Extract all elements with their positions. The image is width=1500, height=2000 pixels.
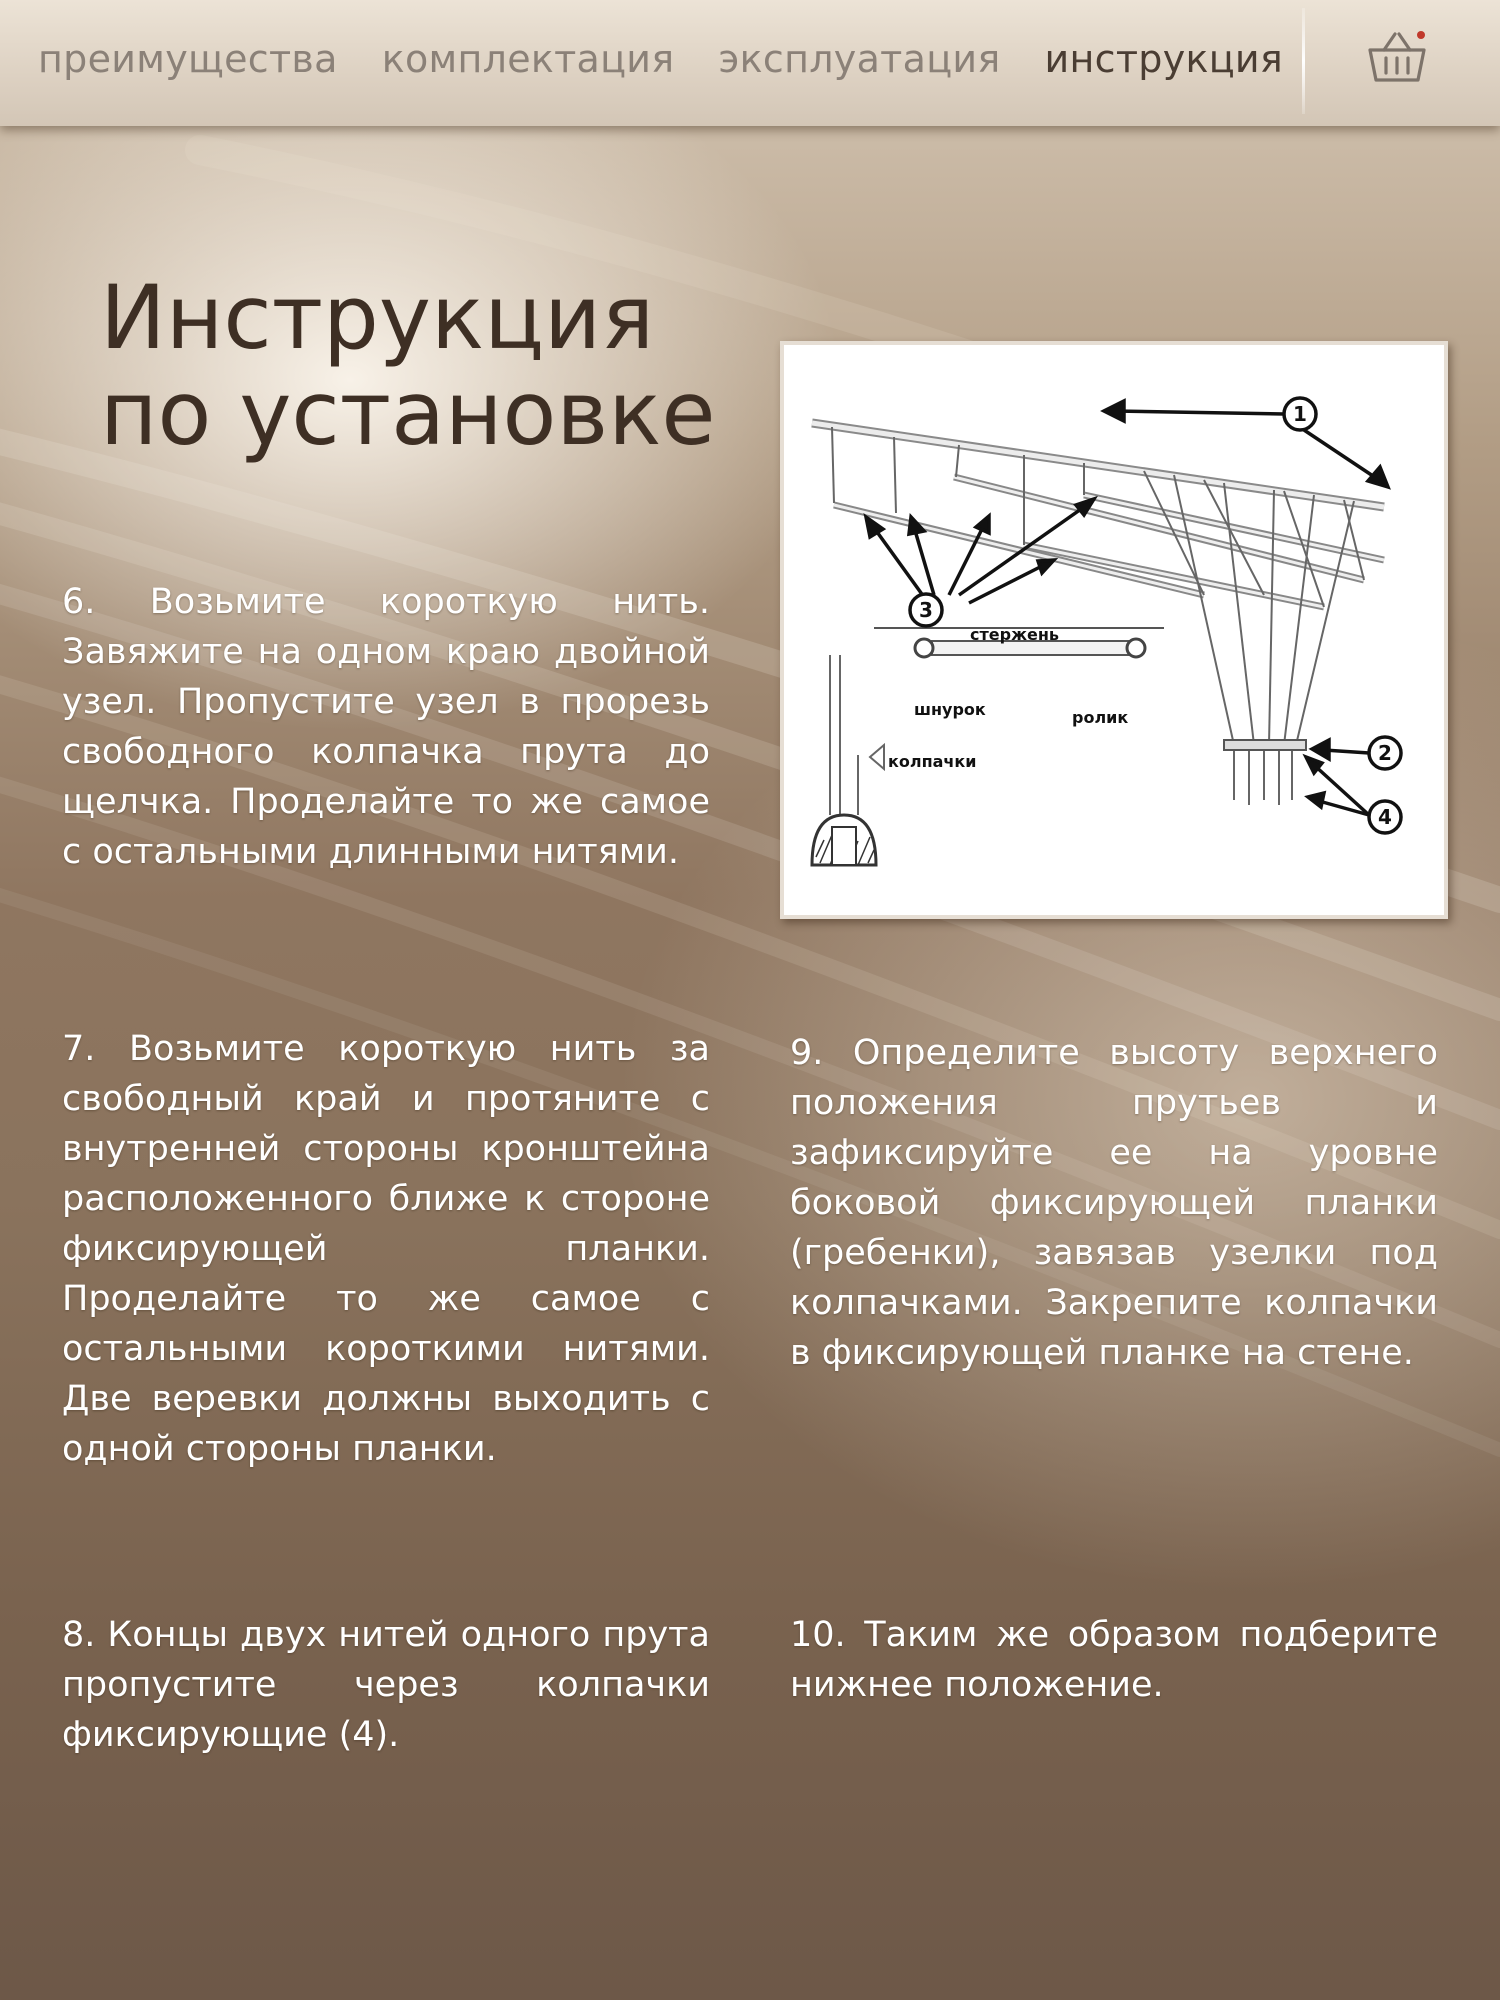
callout-4-label: 4 [1378, 805, 1392, 829]
tab-advantages[interactable]: преимущества [38, 37, 338, 81]
label-caps: колпачки [888, 752, 977, 771]
callout-2-label: 2 [1378, 741, 1392, 765]
label-rod: стержень [970, 625, 1060, 644]
page-title-line-1: Инструкция [100, 266, 655, 369]
cart-button[interactable] [1364, 26, 1430, 92]
page-title-line-2: по установке [100, 362, 716, 465]
cart-badge [1417, 31, 1425, 39]
step-8-text: 8. Концы двух нитей одного прута пропустите через колпачки фиксирующие (4). [62, 1615, 710, 1755]
installation-diagram [780, 341, 1448, 919]
basket-icon [1364, 26, 1430, 92]
step-10-text: 10. Таким же образом подберите нижнее положение. [790, 1615, 1438, 1705]
label-cord: шнурок [914, 700, 986, 719]
step-6-text: 6. Возьмите короткую нить. Завяжите на одном краю двойной узел. Пропустите узел в прорезь свободного колпачка прута до щелчка. Проделайте то же самое с остальными длинными нитями. [62, 582, 710, 872]
step-7-text: 7. Возьмите короткую нить за свободный край и протяните с внутренней стороны кронштейна расположенного ближе к стороне фиксирующей планки. Проделайте то же самое с остальными короткими нитями. Две веревки должны выходить с одной стороны планки. [62, 1029, 710, 1469]
callout-3-label: 3 [919, 598, 933, 622]
step-9-text: 9. Определите высоту верхнего положения прутьев и зафиксируйте ее на уровне боковой фиксирующей планки (гребенки), завязав узелки под колпачками. Закрепите колпачки в фиксирующей планке на стене. [790, 1033, 1438, 1373]
section-tabs [38, 0, 1327, 118]
label-roller: ролик [1072, 708, 1129, 727]
tab-instructions[interactable]: инструкция [1044, 37, 1284, 81]
callout-1-label: 1 [1293, 402, 1307, 426]
tab-operation[interactable]: эксплуатация [718, 37, 1001, 81]
nav-divider [1302, 8, 1305, 114]
dryer-schematic [784, 345, 1444, 915]
top-navigation-bar [0, 0, 1500, 126]
page-title [100, 266, 716, 465]
tab-package-contents[interactable]: комплектация [381, 37, 675, 81]
